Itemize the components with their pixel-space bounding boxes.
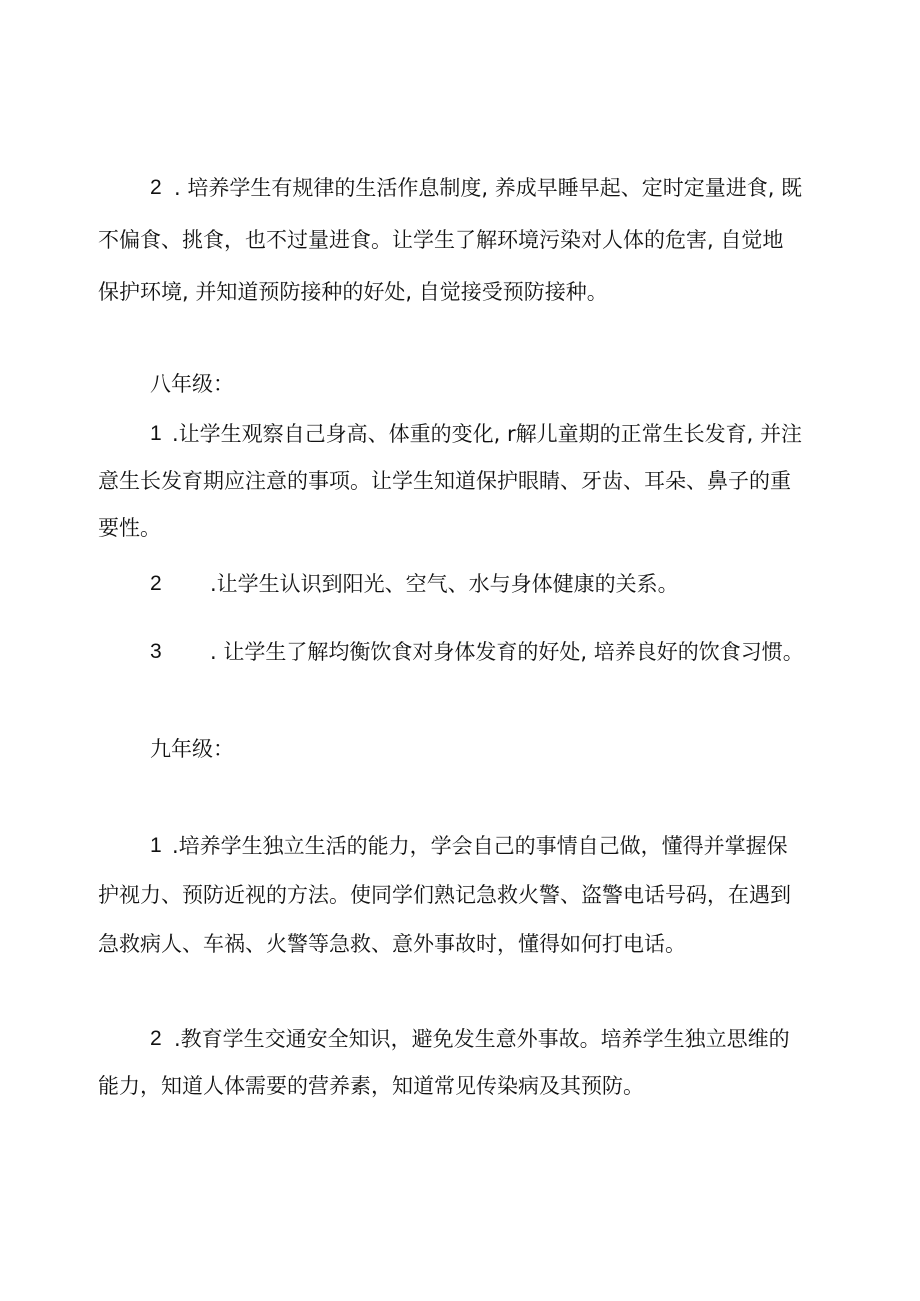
section-heading-grade9: 九年级： [150,737,234,761]
paragraph-line: 不偏食、挑食，也不过量进食。让学生了解环境污染对人体的危害, 自觉地 [98,228,784,252]
item-number: 3 [150,640,162,663]
item-number: 2 [150,572,162,595]
paragraph-line: .教育学生交通安全知识，避免发生意外事故。培养学生独立思维的 [174,1027,790,1051]
paragraph-line: 保护环境, 并知道预防接种的好处, 自觉接受预防接种。 [98,280,608,304]
paragraph-line: . 培养学生有规律的生活作息制度, 养成早睡早起、定时定量进食, 既 [174,176,803,200]
item-number: 1 [150,422,162,445]
paragraph-line: 急救病人、车祸、火警等急救、意外事故时，懂得如何打电话。 [98,932,686,956]
paragraph-line: 要性。 [98,516,161,540]
item-number: 2 [150,176,162,199]
paragraph-line: 能力，知道人体需要的营养素，知道常见传染病及其预防。 [98,1074,644,1098]
paragraph-line: 意生长发育期应注意的事项。让学生知道保护眼睛、牙齿、耳朵、鼻子的重 [98,469,791,493]
item-number: 2 [150,1027,162,1050]
paragraph-line: .让学生认识到阳光、空气、水与身体健康的关系。 [210,572,679,596]
item-number: 1 [150,834,162,857]
paragraph-line: . 让学生了解均衡饮食对身体发育的好处, 培养良好的饮食习惯。 [210,640,804,664]
paragraph-line: .培养学生独立生活的能力，学会自己的事情自己做，懂得并掌握保 [172,834,788,858]
paragraph-line: 护视力、预防近视的方法。使同学们熟记急救火警、盗警电话号码，在遇到 [98,883,791,907]
section-heading-grade8: 八年级： [150,372,234,396]
paragraph-line: .让学生观察自己身高、体重的变化, r解儿童期的正常生长发育, 并注 [172,422,803,446]
